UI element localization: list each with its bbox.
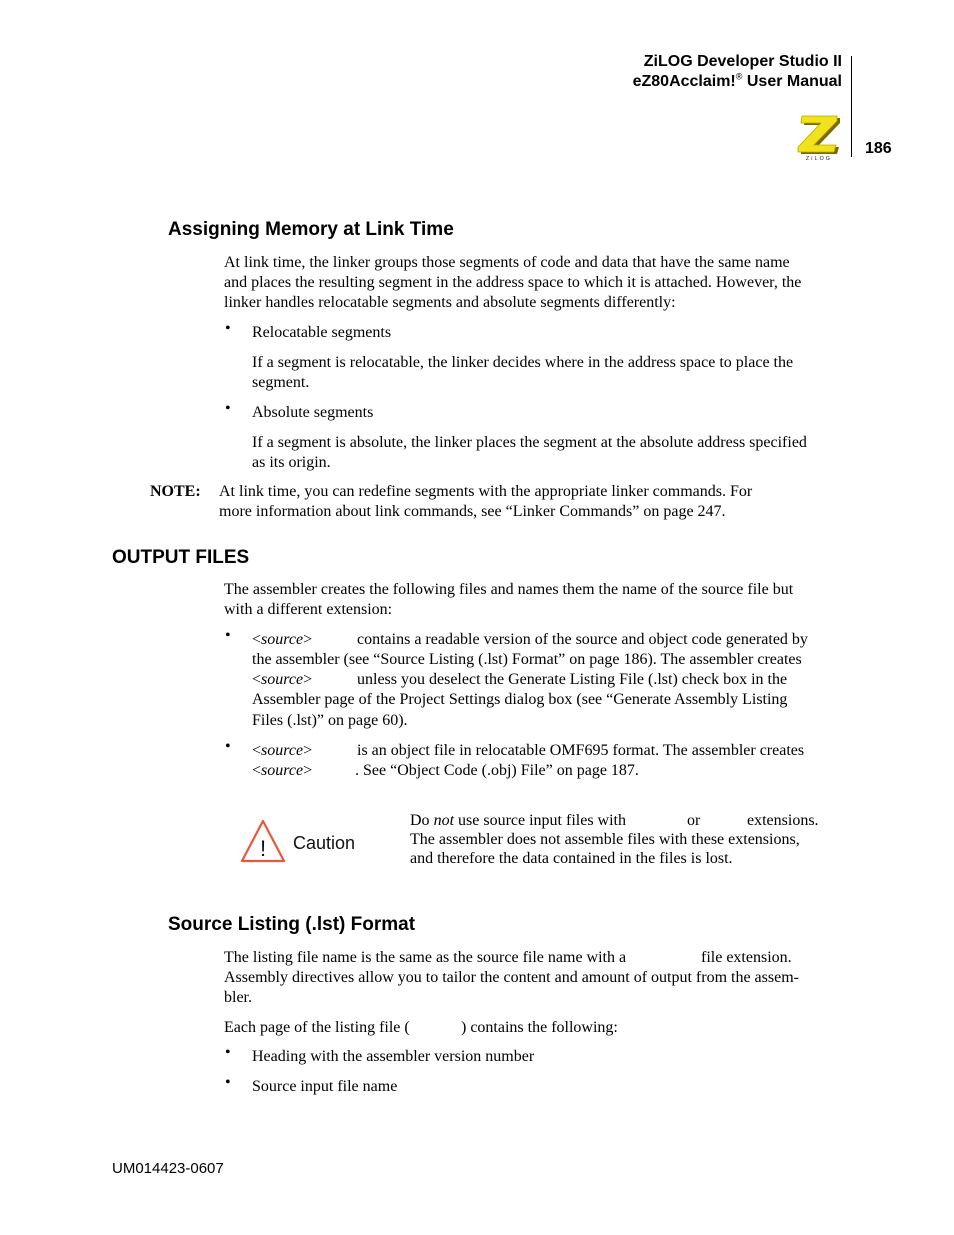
header-manual-title: User Manual (746, 73, 842, 90)
absolute-description (252, 433, 844, 473)
output-files-intro (224, 580, 844, 620)
text-line: . See “Object Code (.obj) File” on page 187. (355, 762, 639, 779)
caution-text-line: Do not use source input files with (410, 812, 626, 829)
logo-wordmark: ZiLOG (805, 156, 833, 161)
assigning-memory-intro (224, 253, 844, 314)
bullet-dot: • (225, 1074, 231, 1091)
text-line: the assembler (see “Source Listing (.lst) Format” on page 186). The assembler creates (252, 651, 802, 668)
text-line: At link time, the linker groups those segments of code and data that have the same name (224, 254, 790, 271)
header-product: ZiLOG Developer Studio II (643, 53, 842, 70)
page-number: 186 (865, 140, 892, 157)
text-line: Assembler page of the Project Settings dialog box (see “Generate Assembly Listing (252, 691, 788, 708)
caution-text-line: and therefore the data contained in the files is lost. (410, 850, 733, 867)
listing-item: Source input file name (252, 1078, 398, 1095)
text-line: as its origin. (252, 454, 331, 472)
source-placeholder: source (261, 631, 304, 648)
text-line: The listing file name is the same as the source file name with a (224, 949, 627, 966)
text-line: The assembler creates the following files and names them the name of the source file but (224, 581, 794, 598)
source-lst-file-name: <source> (252, 671, 313, 688)
bullet-dot: • (225, 627, 231, 644)
source-placeholder: source (261, 762, 304, 779)
source-obj-file-name: <source> (252, 742, 313, 759)
text-line: If a segment is absolute, the linker places the segment at the absolute address specified (252, 434, 807, 451)
logo-z-letter (798, 116, 837, 152)
text-line: with a different extension: (224, 601, 393, 619)
text-line: Assembly directives allow you to tailor the content and amount of output from the assem- (224, 969, 799, 986)
running-header (633, 52, 842, 92)
caution-text-line: The assembler does not assemble files with these extensions, (410, 831, 800, 848)
text-line: and places the resulting segment in the address space to which it is attached. However, the (224, 274, 802, 292)
source-placeholder: source (261, 671, 304, 688)
listing-item: Heading with the assembler version number (252, 1048, 535, 1065)
text-line: file extension. (701, 949, 792, 966)
section-heading-assigning-memory: Assigning Memory at Link Time (168, 219, 454, 240)
header-divider (851, 56, 852, 157)
zilog-logo (796, 113, 842, 161)
text-line: bler. (224, 989, 252, 1006)
source-placeholder: source (261, 742, 304, 759)
text-line: is an object file in relocatable OMF695 format. The assembler creates (357, 742, 805, 759)
text-line: unless you deselect the Generate Listing File (.lst) check box in the (357, 671, 788, 688)
caution-extensions: extensions. (747, 812, 819, 829)
bullet-dot: • (225, 1044, 231, 1061)
bullet-dot: • (225, 400, 231, 417)
text-line: ) contains the following: (461, 1019, 618, 1036)
source-obj-file-name: <source> (252, 762, 313, 779)
text-line: If a segment is relocatable, the linker decides where in the address space to place the (252, 354, 794, 371)
section-heading-output-files: OUTPUT FILES (112, 547, 250, 568)
emphasis-not: not (433, 812, 455, 829)
note-text (219, 482, 844, 522)
source-lst-file-name: <source> (252, 631, 313, 648)
text-line: Each page of the listing file ( (224, 1019, 410, 1036)
text-line: linker handles relocatable segments and absolute segments differently: (224, 294, 676, 312)
registered-mark: ® (735, 71, 743, 82)
header-product-name: eZ80Acclaim! (632, 73, 736, 90)
text-line: segment. (252, 374, 310, 392)
section-heading-source-listing: Source Listing (.lst) Format (168, 914, 416, 935)
text-line: At link time, you can redefine segments with the appropriate linker commands. For (219, 483, 753, 500)
text-line: contains a readable version of the source and object code generated by (357, 631, 808, 648)
text-line: Files (.lst)” on page 60). (252, 712, 408, 729)
header-manual (633, 72, 842, 92)
caution-label: Caution (293, 833, 356, 853)
note-label: NOTE: (150, 483, 201, 500)
caution-graphic (240, 818, 362, 864)
caution-or: or (687, 812, 701, 829)
bullet-absolute-label: Absolute segments (252, 404, 374, 421)
exclamation-mark: ! (259, 836, 267, 861)
bullet-relocatable-label: Relocatable segments (252, 324, 392, 341)
text-line: more information about link commands, see “Linker Commands” on page 247. (219, 503, 726, 521)
bullet-dot: • (225, 738, 231, 755)
relocatable-description (252, 353, 844, 393)
document-id: UM014423-0607 (112, 1160, 224, 1177)
bullet-dot: • (225, 320, 231, 337)
